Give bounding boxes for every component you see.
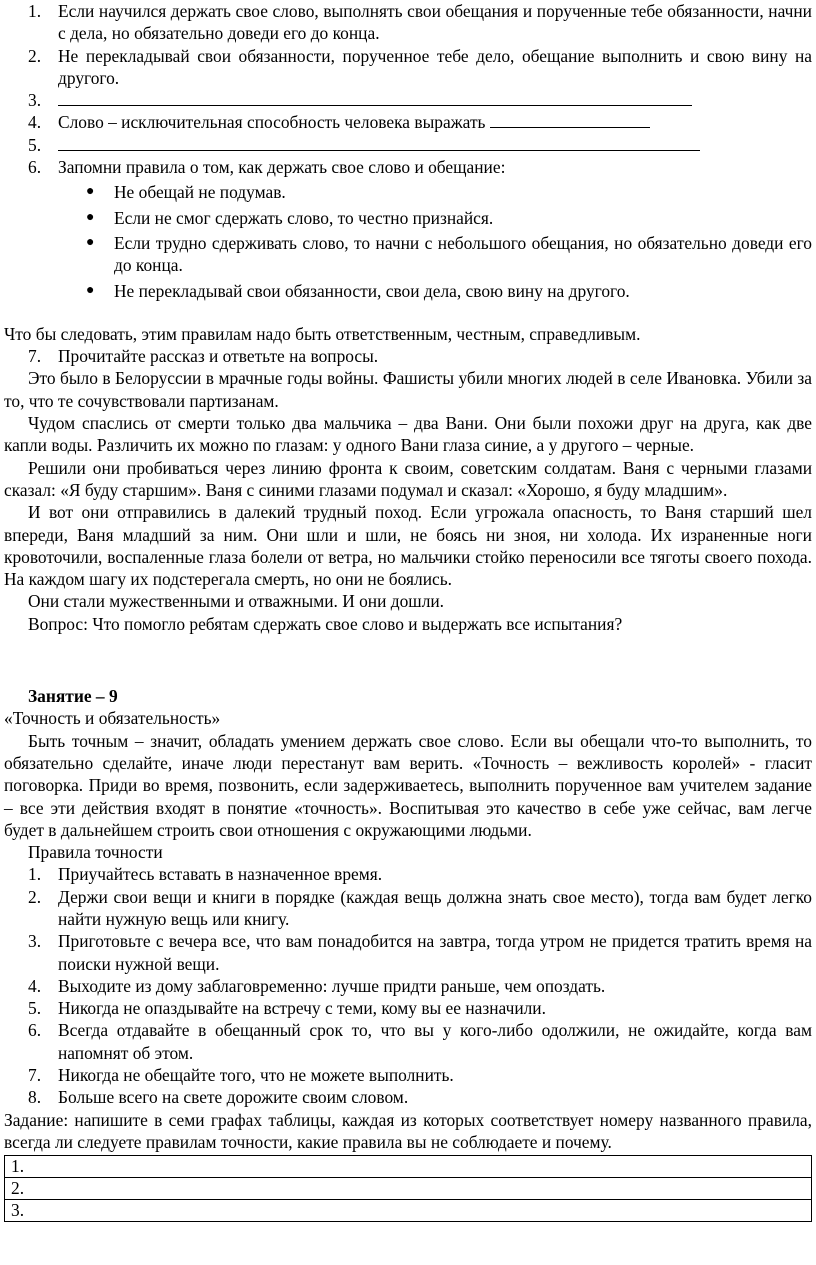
rule-item <box>4 886 812 931</box>
list-number: 7. <box>28 346 42 367</box>
bullet-icon: ● <box>86 184 95 200</box>
rule-text: Больше всего на свете дорожите своим словом. <box>58 1087 409 1108</box>
rule-item <box>4 1064 812 1086</box>
rule-item <box>4 1019 812 1064</box>
bullet-text: Если трудно сдерживать слово, то начни с небольшого обещания, но обязательно доведи его до конца. <box>114 232 812 276</box>
bullet-icon: ● <box>86 282 95 298</box>
bullet-text: Не обещай не подумав. <box>114 182 286 203</box>
list-number: 5. <box>28 998 42 1019</box>
top-list <box>4 0 812 178</box>
story-paragraph: Чудом спаслись от смерти только два мальчика – два Вани. Они были похожи друг на друга, как две капли воды. Различить их можно по глазам: у одного Вани глаза синие, а у другого – черные. <box>4 413 812 456</box>
story-paragraph: Они стали мужественными и отважными. И они дошли. <box>28 591 445 612</box>
table-cell[interactable]: 2. <box>5 1178 812 1200</box>
list-number: 4. <box>28 112 42 133</box>
story-question: Вопрос: Что помогло ребятам сдержать свое слово и выдержать все испытания? <box>28 613 623 634</box>
list-number: 6. <box>28 1020 42 1041</box>
list-number: 4. <box>28 975 42 996</box>
story-paragraph: Это было в Белоруссии в мрачные годы войны. Фашисты убили многих людей в селе Ивановка. Убили за то, что те сочувствовали партизанам. <box>4 368 812 411</box>
lesson-title: «Точность и обязательность» <box>4 708 221 729</box>
bullet-text: Не перекладывай свои обязанности, свои дела, свою вину на другого. <box>114 280 630 301</box>
rule-item <box>4 997 812 1019</box>
lesson-heading: Занятие – 9 <box>28 686 118 707</box>
rule-text: Приготовьте с вечера все, что вам понадобится на завтра, тогда утром не придется тратить время на поиски нужной вещи. <box>58 931 812 974</box>
rules-heading: Правила точности <box>28 842 163 863</box>
list-item <box>4 134 812 156</box>
bullet-list <box>4 178 812 301</box>
rule-item <box>4 1086 812 1108</box>
bullet-item <box>4 232 812 277</box>
list-number: 1. <box>28 864 42 885</box>
bullet-text: Если не смог сдержать слово, то честно признайся. <box>114 207 494 228</box>
blank-line <box>58 90 692 106</box>
lesson-intro: Быть точным – значит, обладать умением держать свое слово. Если вы обещали что-то выполнить, то обязательно сделайте, иначе люди перестанут вам верить. «Точность – вежливость королей» - гласит поговорка. Приди во время, позвонить, если задерживаетесь, выполнить порученное вам учителем задание – все эти действия входят в понятие «точность». Воспитывая это качество в себе уже сейчас, вам легче будет в дальнейшем строить свои отношения с окружающими людьми. <box>4 730 812 840</box>
bullet-icon: ● <box>86 234 95 250</box>
list-number: 3. <box>28 90 42 111</box>
list-number: 8. <box>28 1087 42 1108</box>
list-text: Прочитайте рассказ и ответьте на вопросы. <box>58 346 379 367</box>
rule-text: Выходите из дому заблаговременно: лучше придти раньше, чем опоздать. <box>58 975 606 996</box>
rule-text: Никогда не опаздывайте на встречу с теми, кому вы ее назначили. <box>58 998 546 1019</box>
answer-table <box>4 1155 812 1222</box>
list-number: 2. <box>28 886 42 907</box>
bullet-item <box>4 181 812 203</box>
rule-item <box>4 975 812 997</box>
story <box>4 367 812 635</box>
bullet-icon: ● <box>86 209 95 225</box>
rule-text: Приучайтесь вставать в назначенное время. <box>58 864 383 885</box>
list-number: 5. <box>28 134 42 155</box>
list-item <box>4 156 812 178</box>
rules-list <box>4 863 812 1108</box>
list-item <box>4 345 812 367</box>
list-item <box>4 111 812 133</box>
table-cell[interactable]: 3. <box>5 1200 812 1222</box>
list-item <box>4 0 812 45</box>
blank-line <box>58 135 700 151</box>
rule-text: Держи свои вещи и книги в порядке (каждая вещь должна знать свое место), тогда вам будет легко найти нужную вещь или книгу. <box>58 886 812 929</box>
table-row <box>5 1200 812 1222</box>
table-row <box>5 1178 812 1200</box>
table-cell[interactable]: 1. <box>5 1156 812 1178</box>
document-page <box>4 0 812 1222</box>
bullet-item <box>4 207 812 229</box>
conclusion-paragraph: Что бы следовать, этим правилам надо быть ответственным, честным, справедливым. <box>4 323 641 344</box>
table-row <box>5 1156 812 1178</box>
blank-line <box>490 112 650 128</box>
list-item <box>4 89 812 111</box>
bullet-item <box>4 280 812 302</box>
list-text: Слово – исключительная способность человека выражать <box>58 112 486 133</box>
list-number: 1. <box>28 1 42 21</box>
list-item <box>4 45 812 90</box>
list-number: 3. <box>28 931 42 952</box>
story-paragraph: И вот они отправились в далекий трудный поход. Если угрожала опасность, то Ваня старший шел впереди, Ваня младший за ним. Они шли и шли, не боясь ни зноя, ни холода. Их израненные ноги кровоточили, воспаленные глаза болели от ветра, но мальчики стойко переносили все тяготы своего похода. На каждом шагу их подстерегала смерть, но они не боялись. <box>4 502 812 590</box>
rule-text: Всегда отдавайте в обещанный срок то, что вы у кого-либо одолжили, не ожидайте, когда вам напомнят об этом. <box>58 1020 812 1063</box>
list-text: Не перекладывай свои обязанности, порученное тебе дело, обещание выполнить и свою вину на другого. <box>58 45 812 88</box>
story-paragraph: Решили они пробиваться через линию фронта к своим, советским солдатам. Ваня с черными глазами сказал: «Я буду старшим». Ваня с синими глазами подумал и сказал: «Хорошо, я буду младшим». <box>4 457 812 500</box>
list-number: 6. <box>28 157 42 178</box>
task-paragraph: Задание: напишите в семи графах таблицы, каждая из которых соответствует номеру названного правила, всегда ли следуете правилам точности, какие правила вы не соблюдаете и почему. <box>4 1109 812 1152</box>
rule-text: Никогда не обещайте того, что не можете выполнить. <box>58 1065 454 1086</box>
list-text: Если научился держать свое слово, выполнять свои обещания и порученные тебе обязанности, начни с дела, но обязательно доведи его до конца. <box>58 1 812 44</box>
list-text: Запомни правила о том, как держать свое слово и обещание: <box>58 157 506 178</box>
list-number: 7. <box>28 1065 42 1086</box>
list-number: 2. <box>28 45 42 66</box>
rule-item <box>4 863 812 885</box>
rule-item <box>4 930 812 975</box>
